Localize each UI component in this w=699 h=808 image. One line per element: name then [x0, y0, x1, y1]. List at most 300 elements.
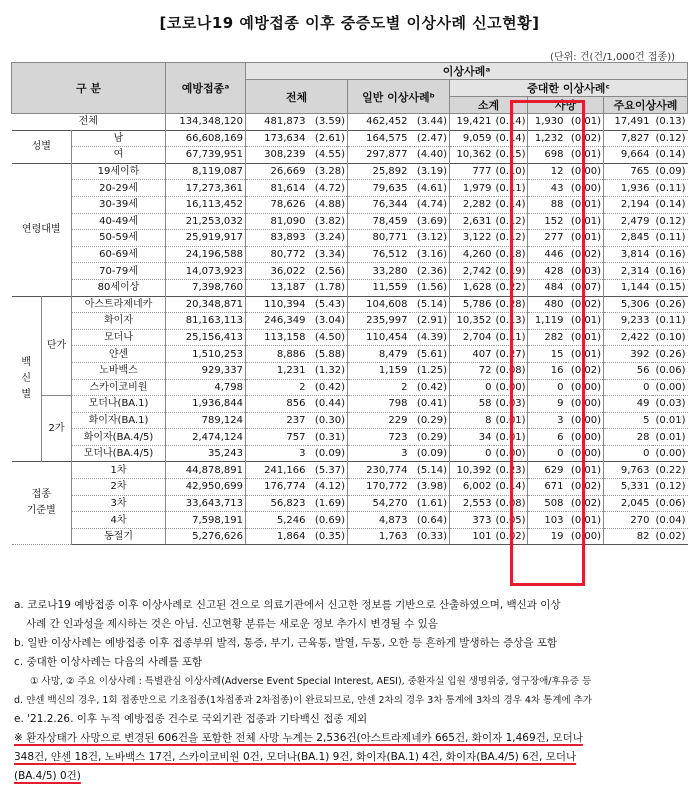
cell-general: 3	[348, 445, 410, 462]
cell-subtotal-rate: (0.11)	[494, 329, 528, 346]
cell-subtotal-rate: (0.10)	[494, 163, 528, 180]
cell-major-rate: (0.02)	[652, 528, 688, 545]
cell-general: 11,559	[348, 279, 410, 296]
cell-total-rate: (4.55)	[308, 147, 348, 164]
cell-total: 13,187	[246, 279, 308, 296]
cell-major-rate: (0.04)	[652, 512, 688, 529]
cell-subtotal: 2,704	[450, 329, 494, 346]
cell-major: 765	[604, 163, 652, 180]
cell-general: 230,774	[348, 462, 410, 479]
footnotes	[14, 596, 690, 786]
note-a: a. 코로나19 예방접종 이후 이상사례로 신고된 건으로 의료기관에서 신고한 정보를 기반으로 산출하였으며, 백신과 이상	[14, 599, 561, 611]
cell-total: 81,614	[246, 180, 308, 197]
cell-subtotal: 34	[450, 429, 494, 446]
adverse-event-table	[11, 62, 688, 545]
cell-total: 3	[246, 445, 308, 462]
cell-death: 1,232	[528, 130, 566, 147]
cell-major: 2,479	[604, 213, 652, 230]
cell-subtotal-rate: (0.00)	[494, 379, 528, 396]
cell-subtotal: 777	[450, 163, 494, 180]
cell-general-rate: (3.16)	[410, 246, 450, 263]
cell-subtotal-rate: (0.01)	[494, 412, 528, 429]
group-age: 연령대별	[12, 163, 72, 296]
cell-major: 2,422	[604, 329, 652, 346]
cell-death-rate: (0.01)	[566, 147, 604, 164]
table-row	[12, 196, 688, 213]
row-label: 화이자	[72, 313, 166, 330]
cell-total: 241,166	[246, 462, 308, 479]
header-adverse: 이상사례ᵃ	[246, 63, 688, 80]
cell-total: 246,349	[246, 313, 308, 330]
cell-major-rate: (0.14)	[652, 147, 688, 164]
cell-total: 481,873	[246, 114, 308, 131]
cell-general-rate: (0.09)	[410, 445, 450, 462]
cell-general-rate: (4.74)	[410, 196, 450, 213]
header-gubun: 구 분	[12, 63, 166, 114]
table-row	[12, 230, 688, 247]
cell-subtotal-rate: (0.14)	[494, 114, 528, 131]
cell-general: 2	[348, 379, 410, 396]
cell-vaccination: 44,878,891	[166, 462, 246, 479]
cell-major: 7,827	[604, 130, 652, 147]
cell-subtotal: 101	[450, 528, 494, 545]
note-e: e. '21.2.26. 이후 누적 예방접종 건수로 국외기관 접종과 기타백신 접종 제외	[14, 713, 368, 725]
cell-subtotal-rate: (0.23)	[494, 462, 528, 479]
cell-major: 2,845	[604, 230, 652, 247]
cell-major: 2,045	[604, 495, 652, 512]
cell-general: 78,459	[348, 213, 410, 230]
cell-general: 79,635	[348, 180, 410, 197]
cell-subtotal-rate: (0.22)	[494, 279, 528, 296]
table-row	[12, 445, 688, 462]
row-label: 80세이상	[72, 279, 166, 296]
cell-total-rate: (5.37)	[308, 462, 348, 479]
cell-vaccination: 2,474,124	[166, 429, 246, 446]
cell-total: 26,669	[246, 163, 308, 180]
group-dose: 접종 기준별	[12, 462, 72, 545]
cell-subtotal-rate: (0.12)	[494, 213, 528, 230]
cell-major-rate: (0.11)	[652, 230, 688, 247]
cell-total: 176,774	[246, 479, 308, 496]
cell-major-rate: (0.12)	[652, 213, 688, 230]
cell-subtotal: 1,628	[450, 279, 494, 296]
table-row	[12, 346, 688, 363]
cell-major: 392	[604, 346, 652, 363]
row-label: 여	[72, 147, 166, 164]
cell-subtotal: 3,122	[450, 230, 494, 247]
cell-major: 28	[604, 429, 652, 446]
group-sex: 성별	[12, 130, 72, 163]
cell-subtotal-rate: (0.03)	[494, 396, 528, 413]
cell-death-rate: (0.00)	[566, 163, 604, 180]
table-row	[12, 213, 688, 230]
cell-major-rate: (0.10)	[652, 329, 688, 346]
cell-total-rate: (3.82)	[308, 213, 348, 230]
cell-vaccination: 42,950,699	[166, 479, 246, 496]
cell-vaccination: 1,936,844	[166, 396, 246, 413]
cell-general: 1,763	[348, 528, 410, 545]
row-label: 모더나(BA.4/5)	[72, 445, 166, 462]
cell-total: 36,022	[246, 263, 308, 280]
cell-major-rate: (0.15)	[652, 279, 688, 296]
table-row	[12, 495, 688, 512]
cell-major-rate: (0.01)	[652, 412, 688, 429]
table-row	[12, 263, 688, 280]
cell-vaccination: 7,398,760	[166, 279, 246, 296]
cell-major: 82	[604, 528, 652, 545]
cell-total-rate: (1.69)	[308, 495, 348, 512]
cell-general-rate: (0.41)	[410, 396, 450, 413]
cell-vaccination: 1,510,253	[166, 346, 246, 363]
table-row	[12, 412, 688, 429]
cell-general: 54,270	[348, 495, 410, 512]
cell-death: 12	[528, 163, 566, 180]
cell-major: 49	[604, 396, 652, 413]
cell-death-rate: (0.00)	[566, 445, 604, 462]
row-label: 아스트라제네카	[72, 296, 166, 313]
cell-major: 1,936	[604, 180, 652, 197]
cell-death: 15	[528, 346, 566, 363]
cell-death: 152	[528, 213, 566, 230]
cell-death-rate: (0.01)	[566, 512, 604, 529]
cell-general: 76,512	[348, 246, 410, 263]
cell-vaccination: 67,739,951	[166, 147, 246, 164]
cell-subtotal: 5,786	[450, 296, 494, 313]
table-row	[12, 329, 688, 346]
cell-death-rate: (0.00)	[566, 528, 604, 545]
cell-general-rate: (3.19)	[410, 163, 450, 180]
cell-total: 5,246	[246, 512, 308, 529]
row-label: 전체	[12, 114, 166, 131]
cell-general-rate: (1.56)	[410, 279, 450, 296]
cell-general: 25,892	[348, 163, 410, 180]
cell-total: 1,864	[246, 528, 308, 545]
cell-death: 698	[528, 147, 566, 164]
cell-death-rate: (0.01)	[566, 329, 604, 346]
header-major: 주요이상사례	[604, 97, 688, 114]
group-vaccine: 백 신 별	[12, 296, 42, 462]
cell-subtotal: 58	[450, 396, 494, 413]
cell-general: 33,280	[348, 263, 410, 280]
cell-major: 270	[604, 512, 652, 529]
table-row	[12, 512, 688, 529]
cell-major: 2,194	[604, 196, 652, 213]
cell-total: 113,158	[246, 329, 308, 346]
cell-subtotal-rate: (0.08)	[494, 362, 528, 379]
cell-total-rate: (0.42)	[308, 379, 348, 396]
row-label: 40-49세	[72, 213, 166, 230]
row-label: 노바백스	[72, 362, 166, 379]
row-label: 동절기	[72, 528, 166, 545]
cell-major: 9,664	[604, 147, 652, 164]
cell-major-rate: (0.26)	[652, 346, 688, 363]
cell-general-rate: (3.69)	[410, 213, 450, 230]
cell-subtotal-rate: (0.13)	[494, 313, 528, 330]
cell-vaccination: 789,124	[166, 412, 246, 429]
row-label: 19세이하	[72, 163, 166, 180]
cell-major: 56	[604, 362, 652, 379]
cell-total: 1,231	[246, 362, 308, 379]
cell-death: 428	[528, 263, 566, 280]
cell-major-rate: (0.14)	[652, 196, 688, 213]
cell-vaccination: 25,919,917	[166, 230, 246, 247]
cell-total: 78,626	[246, 196, 308, 213]
cell-general: 798	[348, 396, 410, 413]
cell-general-rate: (0.29)	[410, 429, 450, 446]
cell-death: 16	[528, 362, 566, 379]
note-a-cont: 사례 간 인과성을 제시하는 것은 아님. 신고현황 분류는 새로운 정보 추가시 변경될 수 있음	[26, 618, 438, 630]
cell-death: 446	[528, 246, 566, 263]
cell-death-rate: (0.02)	[566, 479, 604, 496]
cell-total-rate: (0.31)	[308, 429, 348, 446]
cell-death: 480	[528, 296, 566, 313]
cell-major-rate: (0.13)	[652, 114, 688, 131]
cell-major-rate: (0.26)	[652, 296, 688, 313]
cell-general: 170,772	[348, 479, 410, 496]
cell-general: 80,771	[348, 230, 410, 247]
cell-death-rate: (0.01)	[566, 313, 604, 330]
cell-total: 308,239	[246, 147, 308, 164]
cell-death-rate: (0.02)	[566, 495, 604, 512]
cell-death: 508	[528, 495, 566, 512]
note-death-total-2: 348건, 얀센 18건, 노바백스 17건, 스카이코비원 0건, 모더나(BA.1) 9건, 화이자(BA.1) 4건, 화이자(BA.4/5) 6건, 모더나	[14, 751, 577, 763]
cell-general: 4,873	[348, 512, 410, 529]
cell-death-rate: (0.00)	[566, 412, 604, 429]
row-label: 4차	[72, 512, 166, 529]
page-title: [코로나19 예방접종 이후 중증도별 이상사례 신고현황]	[159, 14, 540, 32]
cell-subtotal: 407	[450, 346, 494, 363]
cell-subtotal-rate: (0.15)	[494, 147, 528, 164]
cell-major: 0	[604, 445, 652, 462]
cell-total: 83,893	[246, 230, 308, 247]
cell-death: 484	[528, 279, 566, 296]
table-row	[12, 313, 688, 330]
row-label: 60-69세	[72, 246, 166, 263]
cell-general: 164,575	[348, 130, 410, 147]
cell-subtotal: 4,260	[450, 246, 494, 263]
cell-subtotal-rate: (0.14)	[494, 479, 528, 496]
table-row	[12, 163, 688, 180]
cell-major-rate: (0.11)	[652, 313, 688, 330]
cell-vaccination: 33,643,713	[166, 495, 246, 512]
cell-vaccination: 21,253,032	[166, 213, 246, 230]
cell-death-rate: (0.02)	[566, 296, 604, 313]
cell-death: 9	[528, 396, 566, 413]
cell-death: 1,930	[528, 114, 566, 131]
cell-general-rate: (2.47)	[410, 130, 450, 147]
cell-death-rate: (0.03)	[566, 263, 604, 280]
cell-general: 8,479	[348, 346, 410, 363]
row-label: 얀센	[72, 346, 166, 363]
cell-subtotal: 72	[450, 362, 494, 379]
cell-total: 757	[246, 429, 308, 446]
cell-subtotal-rate: (0.14)	[494, 196, 528, 213]
cell-total: 80,772	[246, 246, 308, 263]
cell-death-rate: (0.00)	[566, 180, 604, 197]
cell-subtotal: 8	[450, 412, 494, 429]
cell-major: 9,233	[604, 313, 652, 330]
cell-death: 88	[528, 196, 566, 213]
header-general: 일반 이상사례ᵇ	[348, 80, 450, 114]
row-label: 화이자(BA.4/5)	[72, 429, 166, 446]
row-label: 모더나	[72, 329, 166, 346]
note-b: b. 일반 이상사례는 예방접종 이후 접종부위 발적, 통증, 부기, 근육통, 발열, 두통, 오한 등 흔하게 발생하는 증상을 포함	[14, 637, 558, 649]
cell-total: 56,823	[246, 495, 308, 512]
cell-subtotal-rate: (0.00)	[494, 445, 528, 462]
cell-general: 723	[348, 429, 410, 446]
cell-total-rate: (4.50)	[308, 329, 348, 346]
table-row	[12, 130, 688, 147]
cell-general-rate: (0.64)	[410, 512, 450, 529]
unit-note: (단위: 건(건/1,000건 접종))	[550, 52, 675, 63]
cell-death: 43	[528, 180, 566, 197]
cell-death: 277	[528, 230, 566, 247]
cell-general-rate: (4.40)	[410, 147, 450, 164]
table-row	[12, 462, 688, 479]
cell-subtotal: 0	[450, 379, 494, 396]
cell-total-rate: (1.32)	[308, 362, 348, 379]
cell-general-rate: (3.98)	[410, 479, 450, 496]
header-vaccination: 예방접종ᵃ	[166, 63, 246, 114]
cell-subtotal: 10,392	[450, 462, 494, 479]
cell-vaccination: 5,276,626	[166, 528, 246, 545]
cell-subtotal: 10,352	[450, 313, 494, 330]
cell-major-rate: (0.06)	[652, 495, 688, 512]
cell-major: 2,314	[604, 263, 652, 280]
cell-total-rate: (5.43)	[308, 296, 348, 313]
cell-subtotal: 2,631	[450, 213, 494, 230]
row-label: 50-59세	[72, 230, 166, 247]
cell-death-rate: (0.02)	[566, 246, 604, 263]
cell-total-rate: (5.88)	[308, 346, 348, 363]
cell-total-rate: (3.59)	[308, 114, 348, 131]
table-row	[12, 147, 688, 164]
cell-major-rate: (0.03)	[652, 396, 688, 413]
table-row	[12, 528, 688, 545]
cell-total-rate: (0.35)	[308, 528, 348, 545]
row-label: 화이자(BA.1)	[72, 412, 166, 429]
cell-death-rate: (0.07)	[566, 279, 604, 296]
cell-death: 6	[528, 429, 566, 446]
cell-death: 0	[528, 445, 566, 462]
cell-total-rate: (0.44)	[308, 396, 348, 413]
cell-total-rate: (3.04)	[308, 313, 348, 330]
cell-general-rate: (5.61)	[410, 346, 450, 363]
row-label: 70-79세	[72, 263, 166, 280]
cell-general-rate: (1.61)	[410, 495, 450, 512]
cell-general-rate: (0.29)	[410, 412, 450, 429]
cell-major: 5,331	[604, 479, 652, 496]
cell-major-rate: (0.12)	[652, 479, 688, 496]
table-body	[12, 114, 688, 545]
cell-total: 2	[246, 379, 308, 396]
cell-death: 19	[528, 528, 566, 545]
cell-death: 671	[528, 479, 566, 496]
cell-general-rate: (2.36)	[410, 263, 450, 280]
cell-subtotal: 0	[450, 445, 494, 462]
cell-total-rate: (4.88)	[308, 196, 348, 213]
table-row	[12, 296, 688, 313]
cell-vaccination: 35,243	[166, 445, 246, 462]
cell-subtotal: 10,362	[450, 147, 494, 164]
note-death-total-1: ※ 환자상태가 사망으로 변경된 606건을 포함한 전체 사망 누계는 2,536건(아스트라제네카 665건, 화이자 1,469건, 모더나	[14, 732, 583, 744]
group-single: 단가	[42, 296, 72, 396]
cell-major-rate: (0.00)	[652, 445, 688, 462]
cell-major: 5,306	[604, 296, 652, 313]
cell-total: 173,634	[246, 130, 308, 147]
cell-subtotal: 6,002	[450, 479, 494, 496]
header-death: 사망	[528, 97, 604, 114]
cell-major: 9,763	[604, 462, 652, 479]
cell-major-rate: (0.00)	[652, 379, 688, 396]
cell-death-rate: (0.01)	[566, 213, 604, 230]
cell-death: 103	[528, 512, 566, 529]
cell-total-rate: (1.78)	[308, 279, 348, 296]
cell-death-rate: (0.01)	[566, 114, 604, 131]
cell-general-rate: (5.14)	[410, 462, 450, 479]
cell-vaccination: 14,073,923	[166, 263, 246, 280]
cell-subtotal-rate: (0.05)	[494, 512, 528, 529]
cell-major-rate: (0.06)	[652, 362, 688, 379]
cell-total: 8,886	[246, 346, 308, 363]
cell-death: 629	[528, 462, 566, 479]
cell-death: 282	[528, 329, 566, 346]
cell-total-rate: (2.61)	[308, 130, 348, 147]
row-label: 3차	[72, 495, 166, 512]
cell-subtotal: 1,979	[450, 180, 494, 197]
row-label: 1차	[72, 462, 166, 479]
cell-subtotal-rate: (0.11)	[494, 180, 528, 197]
cell-subtotal: 373	[450, 512, 494, 529]
note-death-total-3: (BA.4/5) 0건)	[14, 770, 81, 782]
cell-general: 76,344	[348, 196, 410, 213]
table-row	[12, 246, 688, 263]
cell-major: 3,814	[604, 246, 652, 263]
cell-major-rate: (0.22)	[652, 462, 688, 479]
cell-general-rate: (2.91)	[410, 313, 450, 330]
cell-major-rate: (0.09)	[652, 163, 688, 180]
cell-vaccination: 4,798	[166, 379, 246, 396]
cell-vaccination: 929,337	[166, 362, 246, 379]
cell-death: 3	[528, 412, 566, 429]
cell-vaccination: 25,156,413	[166, 329, 246, 346]
cell-subtotal-rate: (0.01)	[494, 429, 528, 446]
cell-general-rate: (1.25)	[410, 362, 450, 379]
cell-general-rate: (4.61)	[410, 180, 450, 197]
cell-subtotal: 9,059	[450, 130, 494, 147]
table-row	[12, 114, 688, 131]
cell-total: 110,394	[246, 296, 308, 313]
table-row	[12, 429, 688, 446]
cell-subtotal: 2,282	[450, 196, 494, 213]
cell-total-rate: (4.12)	[308, 479, 348, 496]
cell-total-rate: (0.09)	[308, 445, 348, 462]
cell-subtotal-rate: (0.18)	[494, 246, 528, 263]
cell-vaccination: 7,598,191	[166, 512, 246, 529]
cell-subtotal: 2,553	[450, 495, 494, 512]
cell-total-rate: (2.56)	[308, 263, 348, 280]
cell-vaccination: 16,113,452	[166, 196, 246, 213]
cell-subtotal-rate: (0.19)	[494, 263, 528, 280]
cell-vaccination: 81,163,113	[166, 313, 246, 330]
cell-general: 235,997	[348, 313, 410, 330]
note-d: d. 얀센 백신의 경우, 1회 접종만으로 기초접종(1차접종과 2차접종)이 완료되므로, 얀센 2차의 경우 3차 통계에 3차의 경우 4차 통계에 추가	[14, 695, 593, 706]
cell-death-rate: (0.02)	[566, 362, 604, 379]
row-label: 20-29세	[72, 180, 166, 197]
cell-total: 81,090	[246, 213, 308, 230]
header-total: 전체	[246, 80, 348, 114]
cell-general-rate: (3.44)	[410, 114, 450, 131]
